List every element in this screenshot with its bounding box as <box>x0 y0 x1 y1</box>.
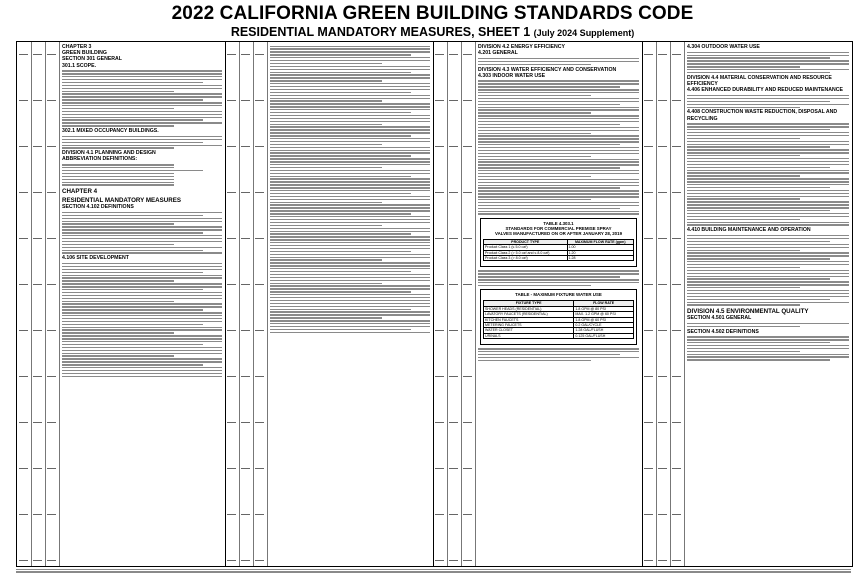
gutter-tick <box>19 376 28 377</box>
checkbox-gutter <box>45 42 60 566</box>
gutter-tick <box>19 330 28 331</box>
gutter-tick <box>449 422 458 423</box>
section-heading: 4.304 OUTDOOR WATER USE <box>687 44 760 50</box>
gutter-tick <box>19 192 28 193</box>
checkbox-gutter <box>239 42 254 566</box>
gutter-tick <box>463 100 472 101</box>
gutter-tick <box>227 100 236 101</box>
supplement-note: (July 2024 Supplement) <box>533 28 635 38</box>
table-cell: MAX. 1.2 GPM @ 60 PSI <box>574 312 634 317</box>
table-header: PRODUCT TYPE <box>484 239 568 244</box>
gutter-tick <box>255 376 264 377</box>
section-heading: 4.303 INDOOR WATER USE <box>478 72 546 79</box>
gutter-tick <box>47 330 56 331</box>
gutter-tick <box>435 146 444 147</box>
gutter-tick <box>241 284 250 285</box>
table-title: TABLE - MAXIMUM FIXTURE WATER USE <box>515 292 602 298</box>
gutter-tick <box>227 330 236 331</box>
gutter-tick <box>463 422 472 423</box>
gutter-tick <box>658 514 667 515</box>
section-heading: 4.106 SITE DEVELOPMENT <box>62 255 129 262</box>
gutter-tick <box>435 422 444 423</box>
flow-rate-table <box>483 239 634 262</box>
gutter-tick <box>241 146 250 147</box>
gutter-tick <box>672 284 681 285</box>
table-cell: SHOWER HEADS (RESIDENTIAL) <box>484 306 574 311</box>
gutter-tick <box>672 100 681 101</box>
column-3 <box>433 42 643 566</box>
gutter-tick <box>658 422 667 423</box>
gutter-tick <box>449 54 458 55</box>
gutter-tick <box>435 514 444 515</box>
gutter-tick <box>33 54 42 55</box>
table-cell: Product Class 2 (> 5.0 ozf and ≤ 8.0 ozf) <box>484 250 568 255</box>
gutter-tick <box>227 376 236 377</box>
section-heading: ABBREVIATION DEFINITIONS: <box>62 156 138 163</box>
gutter-tick <box>47 376 56 377</box>
gutter-tick <box>672 560 681 561</box>
gutter-tick <box>255 560 264 561</box>
section-heading: SECTION 4.102 DEFINITIONS <box>62 204 134 211</box>
checkbox-gutter <box>31 42 46 566</box>
gutter-tick <box>47 284 56 285</box>
gutter-tick <box>33 330 42 331</box>
gutter-tick <box>672 146 681 147</box>
gutter-tick <box>241 192 250 193</box>
gutter-tick <box>658 468 667 469</box>
division-heading: DIVISION 4.3 WATER EFFICIENCY AND CONSERVATION <box>478 66 617 73</box>
gutter-tick <box>33 192 42 193</box>
table-header: MAXIMUM FLOW RATE (gpm) <box>567 239 633 244</box>
table-cell: 1.8 GPM @ 80 PSI <box>574 306 634 311</box>
gutter-tick <box>47 422 56 423</box>
gutter-tick <box>33 146 42 147</box>
gutter-tick <box>463 284 472 285</box>
gutter-tick <box>33 422 42 423</box>
gutter-tick <box>19 284 28 285</box>
gutter-tick <box>435 238 444 239</box>
column-3-text <box>478 44 639 566</box>
column-2-text <box>270 44 430 566</box>
gutter-tick <box>255 514 264 515</box>
gutter-tick <box>435 54 444 55</box>
section-heading: 4.410 BUILDING MAINTENANCE AND OPERATION <box>687 227 811 234</box>
chapter-heading: CHAPTER 3 <box>62 44 92 50</box>
gutter-tick <box>644 330 653 331</box>
gutter-tick <box>47 192 56 193</box>
column-1-text <box>62 44 222 566</box>
footer-disclaimer <box>16 567 851 575</box>
gutter-tick <box>672 422 681 423</box>
table-cell: Product Class 3 (> 8.0 ozf) <box>484 256 568 261</box>
gutter-tick <box>449 238 458 239</box>
gutter-tick <box>435 376 444 377</box>
checkbox-gutter <box>225 42 240 566</box>
gutter-tick <box>463 376 472 377</box>
gutter-tick <box>435 192 444 193</box>
gutter-tick <box>227 238 236 239</box>
gutter-tick <box>19 560 28 561</box>
gutter-tick <box>33 238 42 239</box>
fixture-table <box>483 300 634 339</box>
gutter-tick <box>449 146 458 147</box>
gutter-tick <box>449 560 458 561</box>
gutter-tick <box>47 468 56 469</box>
table-header: FIXTURE TYPE <box>484 301 574 306</box>
gutter-tick <box>241 468 250 469</box>
gutter-tick <box>644 422 653 423</box>
table-cell: 1.20 <box>567 250 633 255</box>
chapter-title: RESIDENTIAL MANDATORY MEASURES <box>62 197 181 205</box>
checkbox-gutter <box>656 42 671 566</box>
gutter-tick <box>463 468 472 469</box>
gutter-tick <box>19 238 28 239</box>
gutter-tick <box>449 376 458 377</box>
column-2 <box>225 42 434 566</box>
fixture-water-table <box>480 289 637 345</box>
chapter-heading: CHAPTER 4 <box>62 187 98 195</box>
chapter-title: GREEN BUILDING <box>62 50 107 57</box>
gutter-tick <box>672 192 681 193</box>
gutter-tick <box>33 514 42 515</box>
page-title: 2022 CALIFORNIA GREEN BUILDING STANDARDS CODE <box>171 3 694 24</box>
gutter-tick <box>463 330 472 331</box>
gutter-tick <box>435 560 444 561</box>
gutter-tick <box>463 146 472 147</box>
table-cell: LAVATORY FAUCETS (RESIDENTIAL) <box>484 312 574 317</box>
gutter-tick <box>644 238 653 239</box>
gutter-tick <box>227 54 236 55</box>
gutter-tick <box>672 238 681 239</box>
division-heading: DIVISION 4.2 ENERGY EFFICIENCY <box>478 44 565 50</box>
gutter-tick <box>241 330 250 331</box>
gutter-tick <box>658 284 667 285</box>
gutter-tick <box>463 514 472 515</box>
gutter-tick <box>227 422 236 423</box>
gutter-tick <box>672 330 681 331</box>
gutter-tick <box>255 54 264 55</box>
gutter-tick <box>255 146 264 147</box>
table-cell: METERING FAUCETS <box>484 322 574 327</box>
gutter-tick <box>644 192 653 193</box>
table-cell: 0.125 GAL/FLUSH <box>574 333 634 338</box>
gutter-tick <box>47 560 56 561</box>
gutter-tick <box>644 54 653 55</box>
section-heading: 301.1 SCOPE. <box>62 62 97 69</box>
table-cell: WATER CLOSET <box>484 328 574 333</box>
gutter-tick <box>255 422 264 423</box>
gutter-tick <box>241 54 250 55</box>
section-heading: 4.408 CONSTRUCTION WASTE REDUCTION, DISPOSAL AND RECYCLING <box>687 109 838 122</box>
column-1 <box>17 42 226 566</box>
gutter-tick <box>255 330 264 331</box>
gutter-tick <box>435 330 444 331</box>
gutter-tick <box>463 560 472 561</box>
gutter-tick <box>241 376 250 377</box>
gutter-tick <box>658 330 667 331</box>
checkbox-gutter <box>461 42 476 566</box>
checkbox-gutter <box>670 42 685 566</box>
gutter-tick <box>241 100 250 101</box>
gutter-tick <box>644 146 653 147</box>
gutter-tick <box>19 514 28 515</box>
table-subtitle: STANDARDS FOR COMMERCIAL PREMISE SPRAY <box>505 225 612 231</box>
column-4-text <box>687 44 849 566</box>
code-sheet <box>16 41 853 567</box>
gutter-tick <box>33 100 42 101</box>
table-cell: 1.8 GPM @ 60 PSI <box>574 317 634 322</box>
checkbox-gutter <box>433 42 448 566</box>
gutter-tick <box>227 560 236 561</box>
gutter-tick <box>644 100 653 101</box>
gutter-tick <box>47 514 56 515</box>
section-heading: 4.201 GENERAL <box>478 50 518 57</box>
section-heading: 4.406 ENHANCED DURABILITY AND REDUCED MAINTENANCE <box>687 87 843 94</box>
gutter-tick <box>33 376 42 377</box>
gutter-tick <box>449 100 458 101</box>
gutter-tick <box>33 284 42 285</box>
section-heading: SECTION 4.501 GENERAL <box>687 315 752 322</box>
gutter-tick <box>47 100 56 101</box>
gutter-tick <box>33 468 42 469</box>
gutter-tick <box>449 284 458 285</box>
gutter-tick <box>255 238 264 239</box>
gutter-tick <box>658 376 667 377</box>
gutter-tick <box>47 238 56 239</box>
division-heading: DIVISION 4.1 PLANNING AND DESIGN <box>62 150 156 157</box>
gutter-tick <box>227 192 236 193</box>
gutter-tick <box>435 468 444 469</box>
column-4 <box>642 42 852 566</box>
gutter-tick <box>227 146 236 147</box>
gutter-tick <box>644 560 653 561</box>
gutter-tick <box>672 376 681 377</box>
gutter-tick <box>255 100 264 101</box>
gutter-tick <box>19 100 28 101</box>
gutter-tick <box>658 100 667 101</box>
gutter-tick <box>255 284 264 285</box>
table-header: FLOW RATE <box>574 301 634 306</box>
gutter-tick <box>33 560 42 561</box>
gutter-tick <box>241 238 250 239</box>
gutter-tick <box>658 192 667 193</box>
gutter-tick <box>435 100 444 101</box>
gutter-tick <box>19 54 28 55</box>
gutter-tick <box>241 560 250 561</box>
spray-valve-table <box>480 218 637 268</box>
gutter-tick <box>658 560 667 561</box>
checkbox-gutter <box>642 42 657 566</box>
section-heading: SECTION 4.502 DEFINITIONS <box>687 328 759 335</box>
gutter-tick <box>463 238 472 239</box>
gutter-tick <box>644 284 653 285</box>
gutter-tick <box>435 284 444 285</box>
gutter-tick <box>658 238 667 239</box>
table-cell: 1.00 <box>567 245 633 250</box>
gutter-tick <box>227 284 236 285</box>
gutter-tick <box>449 192 458 193</box>
gutter-tick <box>241 514 250 515</box>
gutter-tick <box>449 330 458 331</box>
gutter-tick <box>255 468 264 469</box>
division-heading: DIVISION 4.5 ENVIRONMENTAL QUALITY <box>687 307 809 315</box>
table-cell: 0.2 GAL/CYCLE <box>574 322 634 327</box>
gutter-tick <box>672 468 681 469</box>
table-cell: Product Class 1 (≤ 5.0 ozf) <box>484 245 568 250</box>
checkbox-gutter <box>17 42 32 566</box>
sheet-header <box>0 0 865 46</box>
table-row <box>484 256 634 261</box>
division-heading: DIVISION 4.4 MATERIAL CONSERVATION AND RESOURCE EFFICIENCY <box>687 74 832 88</box>
gutter-tick <box>644 468 653 469</box>
gutter-tick <box>463 192 472 193</box>
gutter-tick <box>47 54 56 55</box>
subtitle-text: RESIDENTIAL MANDATORY MEASURES, SHEET 1 <box>230 25 531 39</box>
gutter-tick <box>644 376 653 377</box>
table-row <box>484 333 634 338</box>
gutter-tick <box>255 192 264 193</box>
gutter-tick <box>644 514 653 515</box>
gutter-tick <box>658 54 667 55</box>
table-cell: 1.28 <box>567 256 633 261</box>
gutter-tick <box>463 54 472 55</box>
gutter-tick <box>658 146 667 147</box>
gutter-tick <box>19 468 28 469</box>
gutter-tick <box>227 514 236 515</box>
gutter-tick <box>47 146 56 147</box>
gutter-tick <box>449 468 458 469</box>
gutter-tick <box>672 54 681 55</box>
gutter-tick <box>227 468 236 469</box>
gutter-tick <box>672 514 681 515</box>
table-subtitle: VALVES MANUFACTURED ON OR AFTER JANUARY 28, 2019 <box>494 230 623 236</box>
checkbox-gutter <box>447 42 462 566</box>
table-title: TABLE 4.303.1 <box>543 220 574 226</box>
gutter-tick <box>19 422 28 423</box>
table-cell: KITCHEN FAUCETS <box>484 317 574 322</box>
table-cell: 1.28 GAL/FLUSH <box>574 328 634 333</box>
table-cell: URINALS <box>484 333 574 338</box>
gutter-tick <box>449 514 458 515</box>
page-subtitle <box>0 25 865 39</box>
gutter-tick <box>19 146 28 147</box>
section-heading: SECTION 301 GENERAL <box>62 56 122 63</box>
checkbox-gutter <box>253 42 268 566</box>
section-heading: 302.1 MIXED OCCUPANCY BUILDINGS. <box>62 128 159 135</box>
gutter-tick <box>241 422 250 423</box>
